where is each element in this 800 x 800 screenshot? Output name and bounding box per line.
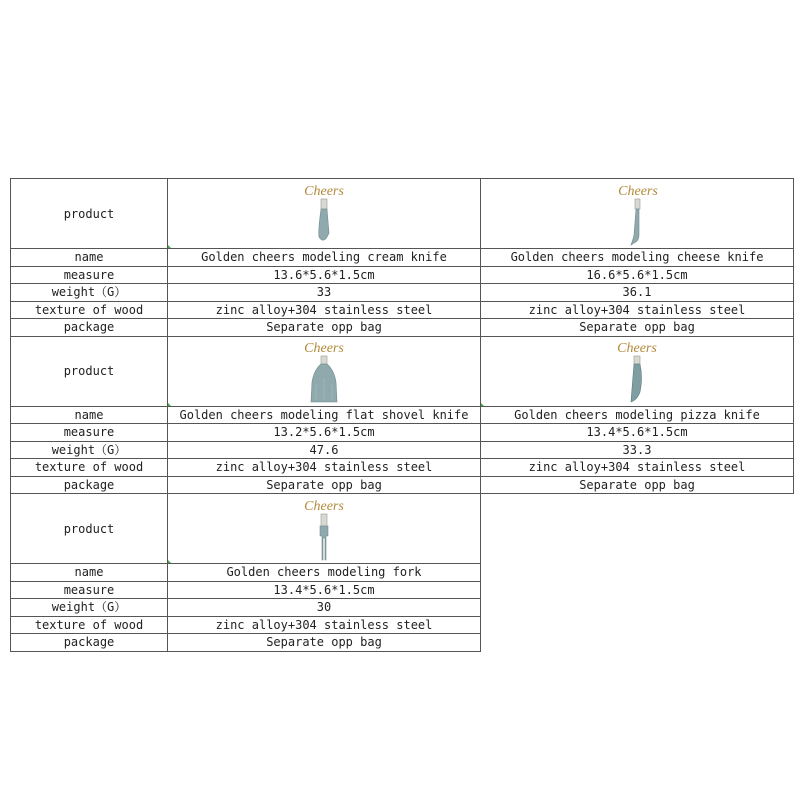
texture-row	[11, 459, 794, 477]
texture-label: texture of wood	[11, 301, 168, 319]
measure-row	[11, 266, 794, 284]
product-weight: 36.1	[481, 284, 794, 302]
product-package: Separate opp bag	[168, 319, 481, 337]
product-name: Golden cheers modeling flat shovel knife	[168, 406, 481, 424]
cheers-logo-text: Cheers	[304, 498, 344, 514]
package-label: package	[11, 319, 168, 337]
texture-row	[11, 616, 794, 634]
package-row	[11, 319, 794, 337]
product-measure: 13.6*5.6*1.5cm	[168, 266, 481, 284]
flat-shovel-knife-icon	[294, 338, 354, 404]
fork-icon	[294, 496, 354, 562]
product-measure: 13.4*5.6*1.5cm	[168, 581, 481, 599]
product-spec-table	[10, 178, 794, 652]
product-weight: 30	[168, 599, 481, 617]
product-label: product	[11, 336, 168, 406]
name-label: name	[11, 564, 168, 582]
cheers-logo-text: Cheers	[304, 341, 344, 356]
cell-corner-mark	[481, 403, 485, 407]
product-package: Separate opp bag	[481, 476, 794, 494]
product-measure: 13.4*5.6*1.5cm	[481, 424, 794, 442]
cheers-logo-text: Cheers	[304, 183, 344, 199]
measure-label: measure	[11, 581, 168, 599]
product-image-cell	[481, 336, 794, 406]
cell-corner-mark	[168, 560, 172, 564]
product-package: Separate opp bag	[481, 319, 794, 337]
weight-row	[11, 441, 794, 459]
name-label: name	[11, 406, 168, 424]
product-package: Separate opp bag	[168, 476, 481, 494]
product-measure: 13.2*5.6*1.5cm	[168, 424, 481, 442]
product-row	[11, 179, 794, 249]
product-texture: zinc alloy+304 stainless steel	[168, 616, 481, 634]
product-image-cell	[168, 179, 481, 249]
product-name: Golden cheers modeling cheese knife	[481, 249, 794, 267]
weight-label: weight（G）	[11, 284, 168, 302]
product-texture: zinc alloy+304 stainless steel	[481, 459, 794, 477]
product-texture: zinc alloy+304 stainless steel	[168, 459, 481, 477]
product-weight: 33.3	[481, 441, 794, 459]
cream-knife-icon	[294, 181, 354, 247]
product-image-cell	[168, 494, 481, 564]
cheers-logo-text: Cheers	[618, 183, 658, 199]
texture-row	[11, 301, 794, 319]
product-weight: 33	[168, 284, 481, 302]
product-name: Golden cheers modeling fork	[168, 564, 481, 582]
cheese-knife-icon	[607, 181, 667, 247]
cell-corner-mark	[168, 403, 172, 407]
product-texture: zinc alloy+304 stainless steel	[168, 301, 481, 319]
product-image-cell	[168, 336, 481, 406]
measure-row	[11, 581, 794, 599]
measure-label: measure	[11, 266, 168, 284]
measure-label: measure	[11, 424, 168, 442]
name-label: name	[11, 249, 168, 267]
package-row	[11, 476, 794, 494]
texture-label: texture of wood	[11, 616, 168, 634]
product-label: product	[11, 494, 168, 564]
weight-row	[11, 599, 794, 617]
weight-label: weight（G）	[11, 599, 168, 617]
package-row	[11, 634, 794, 652]
cheers-logo-text: Cheers	[617, 341, 657, 356]
weight-row	[11, 284, 794, 302]
product-row	[11, 336, 794, 406]
product-weight: 47.6	[168, 441, 481, 459]
product-name: Golden cheers modeling pizza knife	[481, 406, 794, 424]
package-label: package	[11, 476, 168, 494]
product-texture: zinc alloy+304 stainless steel	[481, 301, 794, 319]
product-row	[11, 494, 794, 564]
package-label: package	[11, 634, 168, 652]
product-name: Golden cheers modeling cream knife	[168, 249, 481, 267]
product-image-cell	[481, 179, 794, 249]
pizza-knife-icon	[607, 338, 667, 404]
measure-row	[11, 424, 794, 442]
texture-label: texture of wood	[11, 459, 168, 477]
name-row	[11, 564, 794, 582]
name-row	[11, 249, 794, 267]
name-row	[11, 406, 794, 424]
product-package: Separate opp bag	[168, 634, 481, 652]
weight-label: weight（G）	[11, 441, 168, 459]
product-measure: 16.6*5.6*1.5cm	[481, 266, 794, 284]
product-label: product	[11, 179, 168, 249]
